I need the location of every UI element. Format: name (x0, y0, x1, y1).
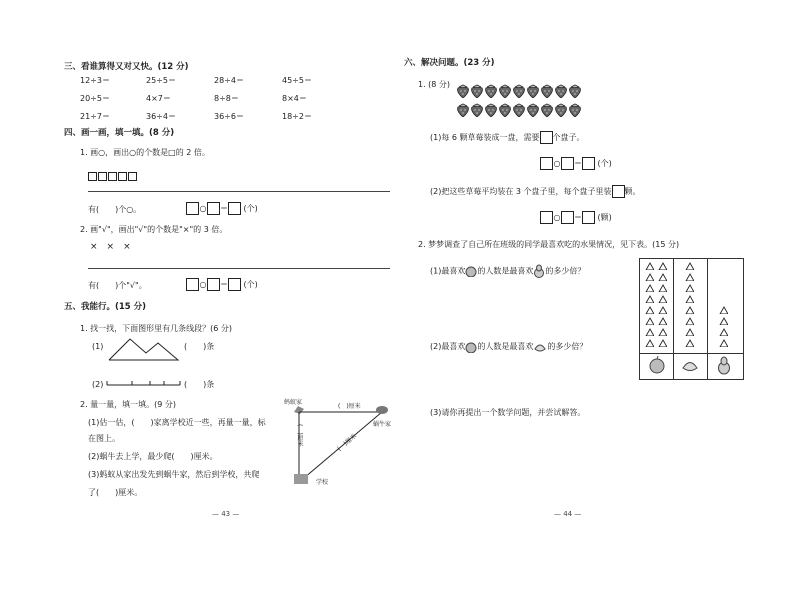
triangle-mark (658, 273, 667, 281)
s4-q2-equation: ○ ＝ (个) (186, 278, 258, 291)
calc-item: 36÷6＝ (214, 112, 244, 121)
apple-icon (465, 342, 477, 351)
calc-item: 21÷7＝ (80, 112, 110, 121)
table-peach-icon (681, 358, 699, 374)
table-apple-icon (649, 356, 665, 374)
answer-box[interactable] (186, 278, 199, 291)
strawberry-icon (554, 84, 567, 98)
mountain-figure (108, 336, 180, 362)
answer-box[interactable] (561, 211, 574, 224)
calc-item: 45÷5＝ (282, 76, 312, 85)
s5-q1b-answer: ( )条 (184, 380, 215, 389)
draw-line-2 (88, 268, 390, 269)
triangle-mark (645, 295, 654, 303)
q2a-post: 的多少倍？ (545, 266, 586, 276)
calc-item: 36÷4＝ (146, 112, 176, 121)
strawberry-icon (526, 84, 539, 98)
answer-box[interactable] (540, 211, 553, 224)
strawberry-icon (512, 103, 525, 117)
table-pear-icon (717, 355, 731, 375)
s6-q2c: (3)请你再提出一个数学问题，并尝试解答。 (430, 408, 586, 417)
s6-q1a-equation: ○ ＝ (个) (540, 157, 612, 170)
fruit-table (639, 258, 744, 380)
section-3-title: 三、看谁算得又对又快。(12 分) (64, 62, 189, 72)
triangle-mark (658, 339, 667, 347)
school-icon (294, 474, 308, 484)
pear-icon (533, 267, 545, 276)
q2a-mid: 的人数是最喜欢 (477, 266, 534, 276)
snail-home-label: 蜗牛家 (373, 421, 392, 428)
strawberry-icon (540, 103, 553, 117)
answer-box[interactable] (612, 185, 625, 198)
answer-box[interactable] (228, 278, 241, 291)
school-label: 学校 (316, 479, 329, 486)
strawberry-grid (456, 80, 656, 118)
s6-q1b-equation: ○ ＝ (颗) (540, 211, 612, 224)
calc-item: 4×7＝ (146, 94, 171, 103)
triangle-mark (719, 317, 728, 325)
triangle-mark (645, 339, 654, 347)
q1b-text: (2)把这些草莓平均装在 3 个盘子里，每个盘子里装 (430, 187, 612, 196)
square-row (88, 166, 138, 185)
triangle-mark (685, 306, 694, 314)
q1a-tail: 个盘子。 (552, 133, 585, 142)
answer-box[interactable] (207, 202, 220, 215)
s6-q2-text: 2. 梦梦调查了自己所在班级的同学最喜欢吃的水果情况，见下表。(15 分) (418, 240, 680, 249)
answer-box[interactable] (582, 157, 595, 170)
q2b-pre: (2)最喜欢 (430, 342, 466, 351)
segment-figure (106, 378, 182, 388)
calc-item: 12÷3＝ (80, 76, 110, 85)
strawberry-icon (526, 103, 539, 117)
calc-item: 18÷2＝ (282, 112, 312, 121)
triangle-mark (685, 339, 694, 347)
triangle-mark (658, 317, 667, 325)
section-6-title: 六、解决问题。(23 分) (404, 58, 495, 68)
x-marks: × × × (90, 242, 131, 252)
strawberry-icon (540, 84, 553, 98)
strawberry-icon (484, 84, 497, 98)
s5-q2-line1: (1)估一估，( )家离学校近一些，再量一量，标 (88, 418, 266, 427)
s6-q1b (430, 185, 641, 198)
strawberry-icon (568, 84, 581, 98)
unit-label: (个) (597, 159, 612, 168)
s4-q1-equation: ○ ＝ (个) (186, 202, 258, 215)
unit-label: (颗) (597, 213, 612, 222)
answer-box[interactable] (540, 131, 553, 144)
apple-icon (465, 267, 477, 276)
s4-q1-text: 1. 画○，画出○的个数是□的 2 倍。 (80, 148, 210, 157)
triangle-mark (645, 284, 654, 292)
triangle-mark (685, 262, 694, 270)
triangle-mark (685, 328, 694, 336)
triangle-mark (645, 317, 654, 325)
triangle-marks (640, 259, 743, 353)
answer-box[interactable] (582, 211, 595, 224)
triangle-mark (719, 306, 728, 314)
q2b-post: 的多少倍？ (547, 342, 588, 351)
ant-home-label: 蚂蚁家 (284, 399, 303, 406)
calc-item: 28÷4＝ (214, 76, 244, 85)
q2b-mid: 的人数是最喜欢 (477, 342, 534, 351)
triangle-mark (685, 295, 694, 303)
strawberry-icon (484, 103, 497, 117)
page-number-left: — 43 — (212, 510, 240, 518)
triangle-mark (645, 262, 654, 270)
answer-box[interactable] (186, 202, 199, 215)
section-4-title: 四、画一画，填一填。(8 分) (64, 128, 175, 138)
peach-icon (533, 342, 547, 351)
strawberry-icon (470, 103, 483, 117)
triangle-mark (658, 284, 667, 292)
page-number-right: — 44 — (554, 510, 582, 518)
strawberry-icon (456, 103, 469, 117)
answer-box[interactable] (207, 278, 220, 291)
calc-item: 25÷5＝ (146, 76, 176, 85)
strawberry-icon (470, 84, 483, 98)
s5-q2-line4: (3)蚂蚁从家出发先到蜗牛家，然后到学校，共爬 (88, 470, 260, 479)
triangle-mark (719, 328, 728, 336)
strawberry-icon (554, 103, 567, 117)
calc-item: 8×4＝ (282, 94, 307, 103)
s6-q1a (430, 131, 585, 144)
strawberry-icon (568, 103, 581, 117)
answer-box[interactable] (561, 157, 574, 170)
strawberry-icon (456, 84, 469, 98)
triangle-mark (685, 317, 694, 325)
triangle-mark (645, 306, 654, 314)
s5-q1-text: 1. 找一找，下面图形里有几条线段？(6 分) (80, 324, 233, 333)
s6-q2b (430, 340, 587, 354)
triangle-mark (685, 284, 694, 292)
strawberry-icon (498, 103, 511, 117)
triangle-mark (658, 328, 667, 336)
calc-item: 8÷8＝ (214, 94, 239, 103)
triangle-mark (658, 306, 667, 314)
triangle-mark (645, 328, 654, 336)
triangle-mark (658, 295, 667, 303)
s5-q2-text: 2. 量一量，填一填。(9 分) (80, 400, 177, 409)
map-diag-dist: ( )厘米 (336, 432, 358, 453)
strawberry-icon (512, 84, 525, 98)
strawberry-icon (498, 84, 511, 98)
s5-q2-line3: (2)蜗牛去上学，最少爬( )厘米。 (88, 452, 218, 461)
answer-box[interactable] (540, 157, 553, 170)
unit-label: (个) (243, 204, 258, 213)
s5-q1a-answer: ( )条 (184, 342, 215, 351)
s6-q1-text: 1. (8 分) (418, 80, 451, 89)
s5-q1a-label: (1) (92, 342, 104, 351)
s4-q2-text: 2. 画"√"，画出"√"的个数是"×"的 3 倍。 (80, 225, 228, 234)
answer-box[interactable] (228, 202, 241, 215)
map-left-dist: ( )厘米 (296, 424, 303, 447)
s5-q2-line2: 在图上。 (88, 434, 120, 443)
triangle-mark (719, 339, 728, 347)
section-5-title: 五、我能行。(15 分) (64, 302, 147, 312)
triangle-mark (645, 273, 654, 281)
s5-q2-line5: 了( )厘米。 (88, 488, 143, 497)
calc-item: 20÷5＝ (80, 94, 110, 103)
q1b-tail: 颗。 (624, 187, 641, 196)
s4-q1-answer: 有( )个○。 (88, 205, 142, 214)
unit-label: (个) (243, 280, 258, 289)
s5-q1b-label: (2) (92, 380, 104, 389)
triangle-mark (658, 262, 667, 270)
s4-q2-answer: 有( )个"√"。 (88, 281, 147, 290)
snail-home-icon (376, 406, 388, 414)
q2a-pre: (1)最喜欢 (430, 266, 466, 276)
triangle-mark (685, 273, 694, 281)
s6-q2a (430, 264, 585, 279)
q1a-text: (1)每 6 颗草莓装成一盘，需要 (430, 133, 540, 142)
map-top-dist: ( )厘米 (338, 403, 361, 410)
draw-line-1 (88, 191, 390, 192)
